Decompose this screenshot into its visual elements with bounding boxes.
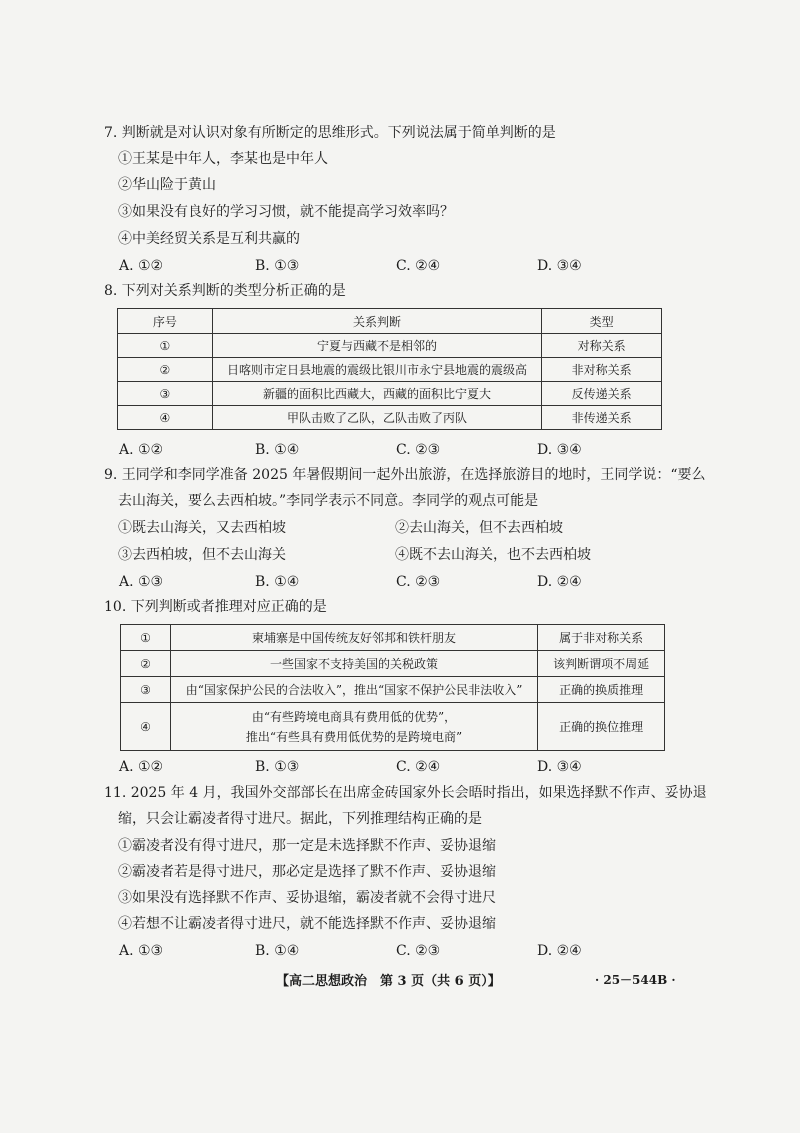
q11-choice-c: C. ②③	[396, 943, 441, 959]
q9-item-3: ③去西柏坡，但不去山海关	[118, 547, 286, 563]
q10-row-no: ④	[121, 703, 171, 751]
q9-choice-a: A. ①③	[119, 574, 164, 590]
q8-row-judgment: 日喀则市定日县地震的震级比银川市永宁县地震的震级高	[212, 358, 541, 382]
q8-row-judgment: 甲队击败了乙队，乙队击败了丙队	[212, 406, 541, 430]
q10-row-content: 由“国家保护公民的合法收入”，推出“国家不保护公民非法收入”	[170, 677, 537, 703]
q8-row-no: ②	[118, 358, 213, 382]
q8-stem: 8. 下列对关系判断的类型分析正确的是	[104, 283, 346, 299]
q8-row-no: ①	[118, 334, 213, 358]
q10-choice-c: C. ②④	[396, 759, 441, 775]
q8-choice-c: C. ②③	[396, 442, 441, 458]
q8-row-type: 非对称关系	[542, 358, 662, 382]
q7-stem: 7. 判断就是对认识对象有所断定的思维形式。下列说法属于简单判断的是	[104, 125, 556, 141]
q11-choice-a: A. ①③	[119, 943, 164, 959]
q7-item-3: ③如果没有良好的学习习惯，就不能提高学习效率吗？	[118, 204, 454, 220]
q11-item-3: ③如果没有选择默不作声、妥协退缩，霸凌者就不会得寸进尺	[118, 890, 496, 906]
q10-row-no: ②	[121, 651, 171, 677]
q7-choice-b: B. ①③	[255, 258, 300, 274]
q10-choice-a: A. ①②	[119, 759, 164, 775]
q8-header-type: 类型	[542, 309, 662, 334]
q7-item-4: ④中美经贸关系是互利共赢的	[118, 231, 300, 247]
q9-choice-c: C. ②③	[396, 574, 441, 590]
q10-row-no: ③	[121, 677, 171, 703]
q9-choice-b: B. ①④	[255, 574, 300, 590]
q11-item-2: ②霸凌者若是得寸进尺，那必定是选择了默不作声、妥协退缩	[118, 864, 496, 880]
q9-item-2: ②去山海关，但不去西柏坡	[395, 520, 563, 536]
q10-choice-d: D. ③④	[537, 759, 582, 775]
q10-row-result: 正确的换位推理	[538, 703, 665, 751]
page-footer-title: 【高二思想政治 第 3 页（共 6 页）】	[276, 974, 501, 989]
q8-row-judgment: 新疆的面积比西藏大，西藏的面积比宁夏大	[212, 382, 541, 406]
q10-row-result: 正确的换质推理	[538, 677, 665, 703]
q7-choice-d: D. ③④	[537, 258, 582, 274]
table-row	[121, 677, 665, 703]
table-row	[121, 625, 665, 651]
q8-header-judgment: 关系判断	[212, 309, 541, 334]
q8-choice-b: B. ①④	[255, 442, 300, 458]
table-row	[121, 703, 665, 751]
q11-choice-d: D. ②④	[537, 943, 582, 959]
table-row	[118, 358, 662, 382]
q7-item-1: ①王某是中年人，李某也是中年人	[118, 151, 328, 167]
q10-choice-b: B. ①③	[255, 759, 300, 775]
q10-row-content-line1: 由“有些跨境电商具有费用低的优势”，	[251, 709, 457, 724]
table-row	[118, 406, 662, 430]
q8-row-no: ④	[118, 406, 213, 430]
q8-header-no: 序号	[118, 309, 213, 334]
table-row	[118, 334, 662, 358]
q7-item-2: ②华山险于黄山	[118, 177, 216, 193]
q10-row-no: ①	[121, 625, 171, 651]
table-row	[118, 382, 662, 406]
q8-row-type: 非传递关系	[542, 406, 662, 430]
q8-row-no: ③	[118, 382, 213, 406]
q10-row-result: 属于非对称关系	[538, 625, 665, 651]
q10-row-content-line2: 推出“有些具有费用低优势的是跨境电商”	[245, 729, 463, 744]
q8-row-type: 对称关系	[542, 334, 662, 358]
q8-choice-d: D. ③④	[537, 442, 582, 458]
q9-stem-line2: 去山海关，要么去西柏坡。”李同学表示不同意。李同学的观点可能是	[118, 493, 539, 509]
table-row	[121, 651, 665, 677]
q8-choice-a: A. ①②	[119, 442, 164, 458]
q10-row-content	[170, 703, 537, 751]
q10-row-content: 柬埔寨是中国传统友好邻邦和铁杆朋友	[170, 625, 537, 651]
q9-stem-line1: 9. 王同学和李同学准备 2025 年暑假期间一起外出旅游，在选择旅游目的地时，王同学说：“要么	[104, 467, 706, 483]
q8-row-type: 反传递关系	[542, 382, 662, 406]
q8-table	[117, 308, 662, 430]
q7-choice-c: C. ②④	[396, 258, 441, 274]
q9-item-4: ④既不去山海关，也不去西柏坡	[395, 547, 591, 563]
q11-stem-line2: 缩，只会让霸凌者得寸进尺。据此，下列推理结构正确的是	[118, 811, 482, 827]
q7-choice-a: A. ①②	[119, 258, 164, 274]
q11-stem-line1: 11. 2025 年 4 月，我国外交部部长在出席金砖国家外长会晤时指出，如果选择默不作声、妥协退	[104, 785, 707, 801]
q10-row-content: 一些国家不支持美国的关税政策	[170, 651, 537, 677]
q11-choice-b: B. ①④	[255, 943, 300, 959]
q11-item-4: ④若想不让霸凌者得寸进尺，就不能选择默不作声、妥协退缩	[118, 916, 496, 932]
page-footer-code: · 25－544B ·	[595, 973, 676, 987]
q9-item-1: ①既去山海关，又去西柏坡	[118, 520, 286, 536]
q10-table	[120, 624, 665, 751]
q9-choice-d: D. ②④	[537, 574, 582, 590]
q11-item-1: ①霸凌者没有得寸进尺，那一定是未选择默不作声、妥协退缩	[118, 838, 496, 854]
q10-stem: 10. 下列判断或者推理对应正确的是	[104, 599, 327, 615]
q8-header-row	[118, 309, 662, 334]
q10-row-result: 该判断谓项不周延	[538, 651, 665, 677]
q8-row-judgment: 宁夏与西藏不是相邻的	[212, 334, 541, 358]
